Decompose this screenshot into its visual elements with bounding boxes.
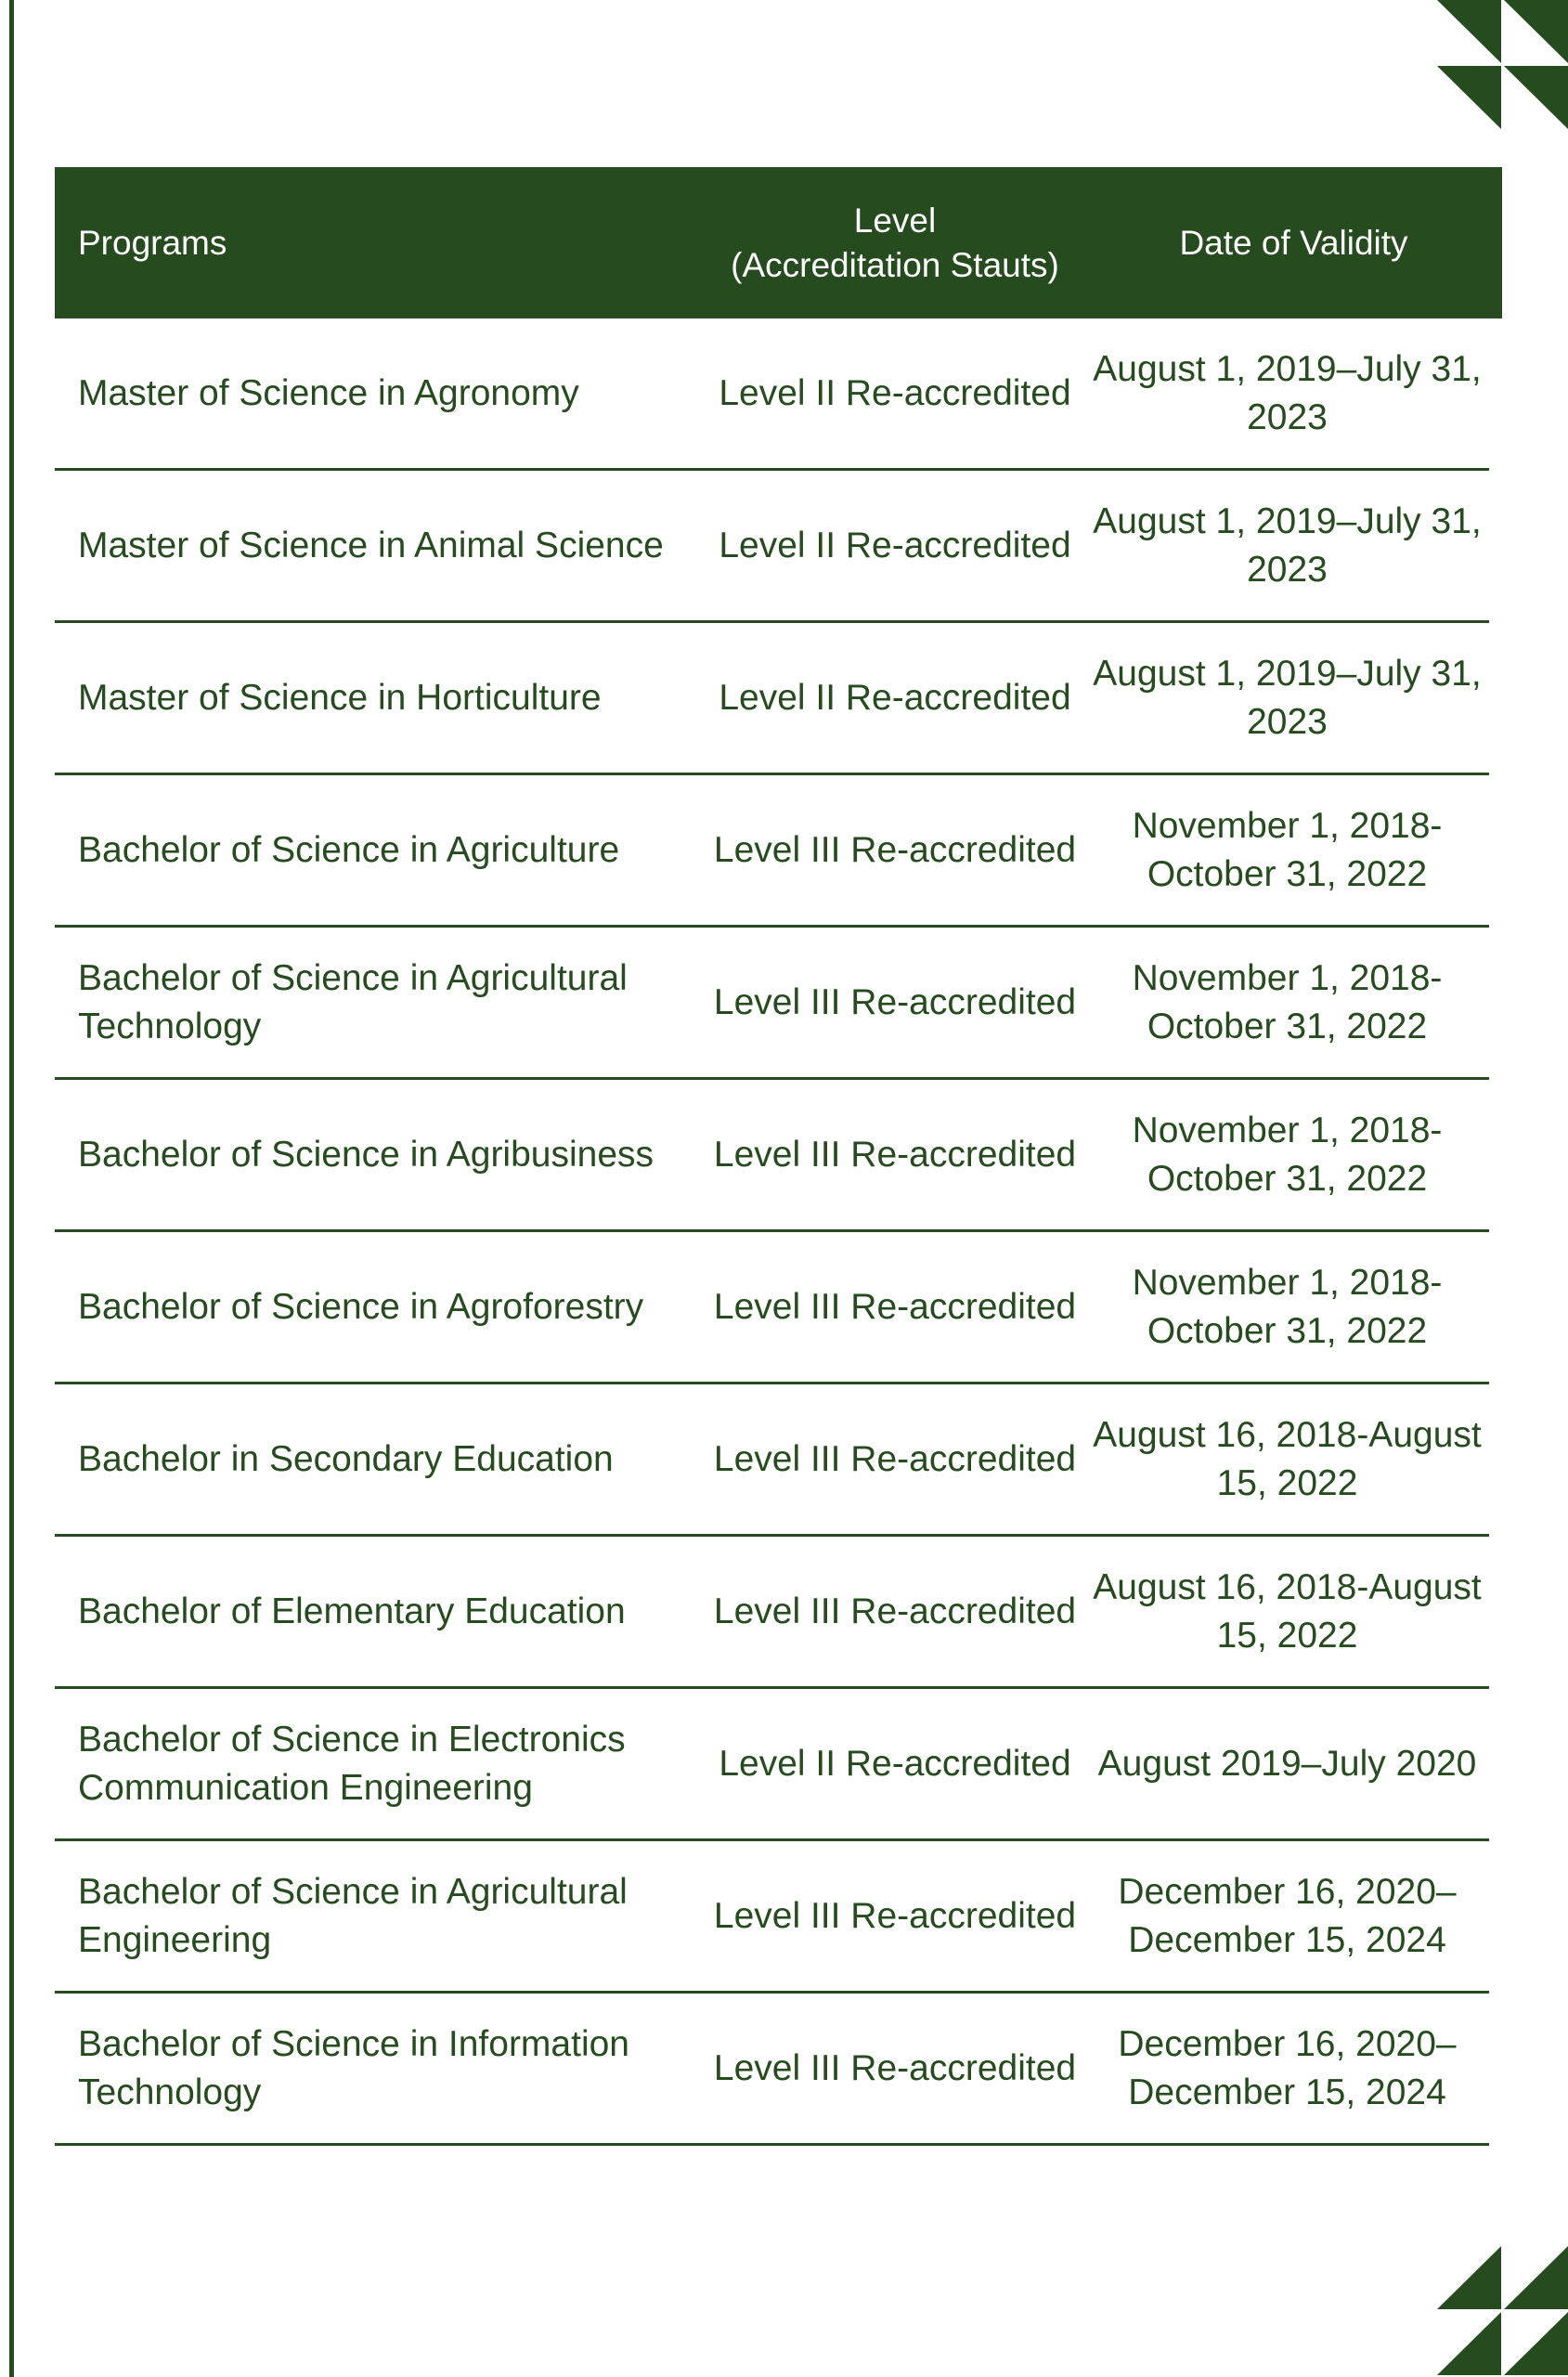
program-cell: Bachelor of Science in Agroforestry	[78, 1286, 644, 1327]
table-row	[55, 1537, 1489, 1689]
program-cell: Bachelor of Science in Agricultural Technology	[78, 957, 628, 1046]
column-header-programs: Programs	[78, 223, 227, 262]
corner-decoration-bottom-right	[1437, 2246, 1568, 2375]
validity-cell: August 16, 2018-August 15, 2022	[1093, 1566, 1482, 1656]
triangle-icon	[1437, 66, 1501, 129]
validity-cell: August 1, 2019–July 31, 2023	[1093, 500, 1482, 590]
program-cell: Bachelor of Science in Agribusiness	[78, 1134, 654, 1175]
triangle-icon	[1437, 2246, 1501, 2309]
program-cell: Bachelor in Secondary Education	[78, 1438, 614, 1479]
triangle-icon	[1504, 0, 1568, 63]
level-cell: Level III Re-accredited	[713, 1134, 1077, 1175]
column-header-level	[705, 199, 1085, 287]
program-cell: Master of Science in Animal Science	[78, 525, 664, 565]
level-cell: Level III Re-accredited	[713, 2047, 1077, 2088]
level-cell: Level III Re-accredited	[713, 1895, 1077, 1936]
validity-cell: August 1, 2019–July 31, 2023	[1093, 348, 1482, 437]
program-cell: Bachelor of Science in Electronics Communication Engineering	[78, 1719, 626, 1808]
table-header-row	[55, 167, 1502, 318]
validity-cell: December 16, 2020–December 15, 2024	[1118, 2023, 1457, 2112]
table-row	[55, 1994, 1489, 2146]
program-cell: Master of Science in Horticulture	[78, 677, 602, 718]
column-header-level-line1: Level	[853, 201, 937, 240]
triangle-icon	[1504, 2312, 1568, 2375]
table-row	[55, 1080, 1489, 1232]
level-cell: Level III Re-accredited	[713, 1438, 1077, 1479]
level-cell: Level II Re-accredited	[719, 1743, 1071, 1784]
table-row	[55, 623, 1489, 775]
table-body	[55, 318, 1489, 2146]
column-header-level-line2: (Accreditation Stauts)	[731, 245, 1059, 284]
validity-cell: November 1, 2018-October 31, 2022	[1132, 805, 1443, 894]
table-row	[55, 1841, 1489, 1994]
validity-cell: August 1, 2019–July 31, 2023	[1093, 653, 1482, 742]
validity-cell: August 2019–July 2020	[1097, 1743, 1477, 1784]
table-row	[55, 775, 1489, 928]
corner-decoration-top-right	[1437, 0, 1568, 129]
program-cell: Master of Science in Agronomy	[78, 372, 579, 413]
triangle-icon	[1504, 2246, 1568, 2309]
program-cell: Bachelor of Science in Agriculture	[78, 829, 620, 870]
accreditation-table	[55, 167, 1502, 2146]
program-cell: Bachelor of Science in Information Technology	[78, 2023, 629, 2112]
level-cell: Level III Re-accredited	[713, 981, 1077, 1022]
level-cell: Level II Re-accredited	[719, 372, 1071, 413]
validity-cell: December 16, 2020–December 15, 2024	[1118, 1871, 1457, 1960]
triangle-icon	[1437, 0, 1501, 63]
triangle-icon	[1437, 2312, 1501, 2375]
table-row	[55, 1232, 1489, 1384]
validity-cell: November 1, 2018-October 31, 2022	[1132, 957, 1443, 1046]
validity-cell: November 1, 2018-October 31, 2022	[1132, 1110, 1443, 1199]
program-cell: Bachelor of Science in Agricultural Engineering	[78, 1871, 628, 1960]
validity-cell: November 1, 2018-October 31, 2022	[1132, 1262, 1443, 1351]
table-row	[55, 1689, 1489, 1841]
table-row	[55, 1384, 1489, 1537]
triangle-icon	[1504, 66, 1568, 129]
table-row	[55, 318, 1489, 471]
level-cell: Level III Re-accredited	[713, 829, 1077, 870]
level-cell: Level III Re-accredited	[713, 1286, 1077, 1327]
column-header-validity: Date of Validity	[1179, 223, 1408, 262]
left-border-line	[9, 0, 14, 2377]
level-cell: Level II Re-accredited	[719, 525, 1071, 565]
table-row	[55, 471, 1489, 623]
program-cell: Bachelor of Elementary Education	[78, 1591, 626, 1631]
level-cell: Level II Re-accredited	[719, 677, 1071, 718]
level-cell: Level III Re-accredited	[713, 1591, 1077, 1631]
validity-cell: August 16, 2018-August 15, 2022	[1093, 1414, 1482, 1503]
table-row	[55, 928, 1489, 1080]
